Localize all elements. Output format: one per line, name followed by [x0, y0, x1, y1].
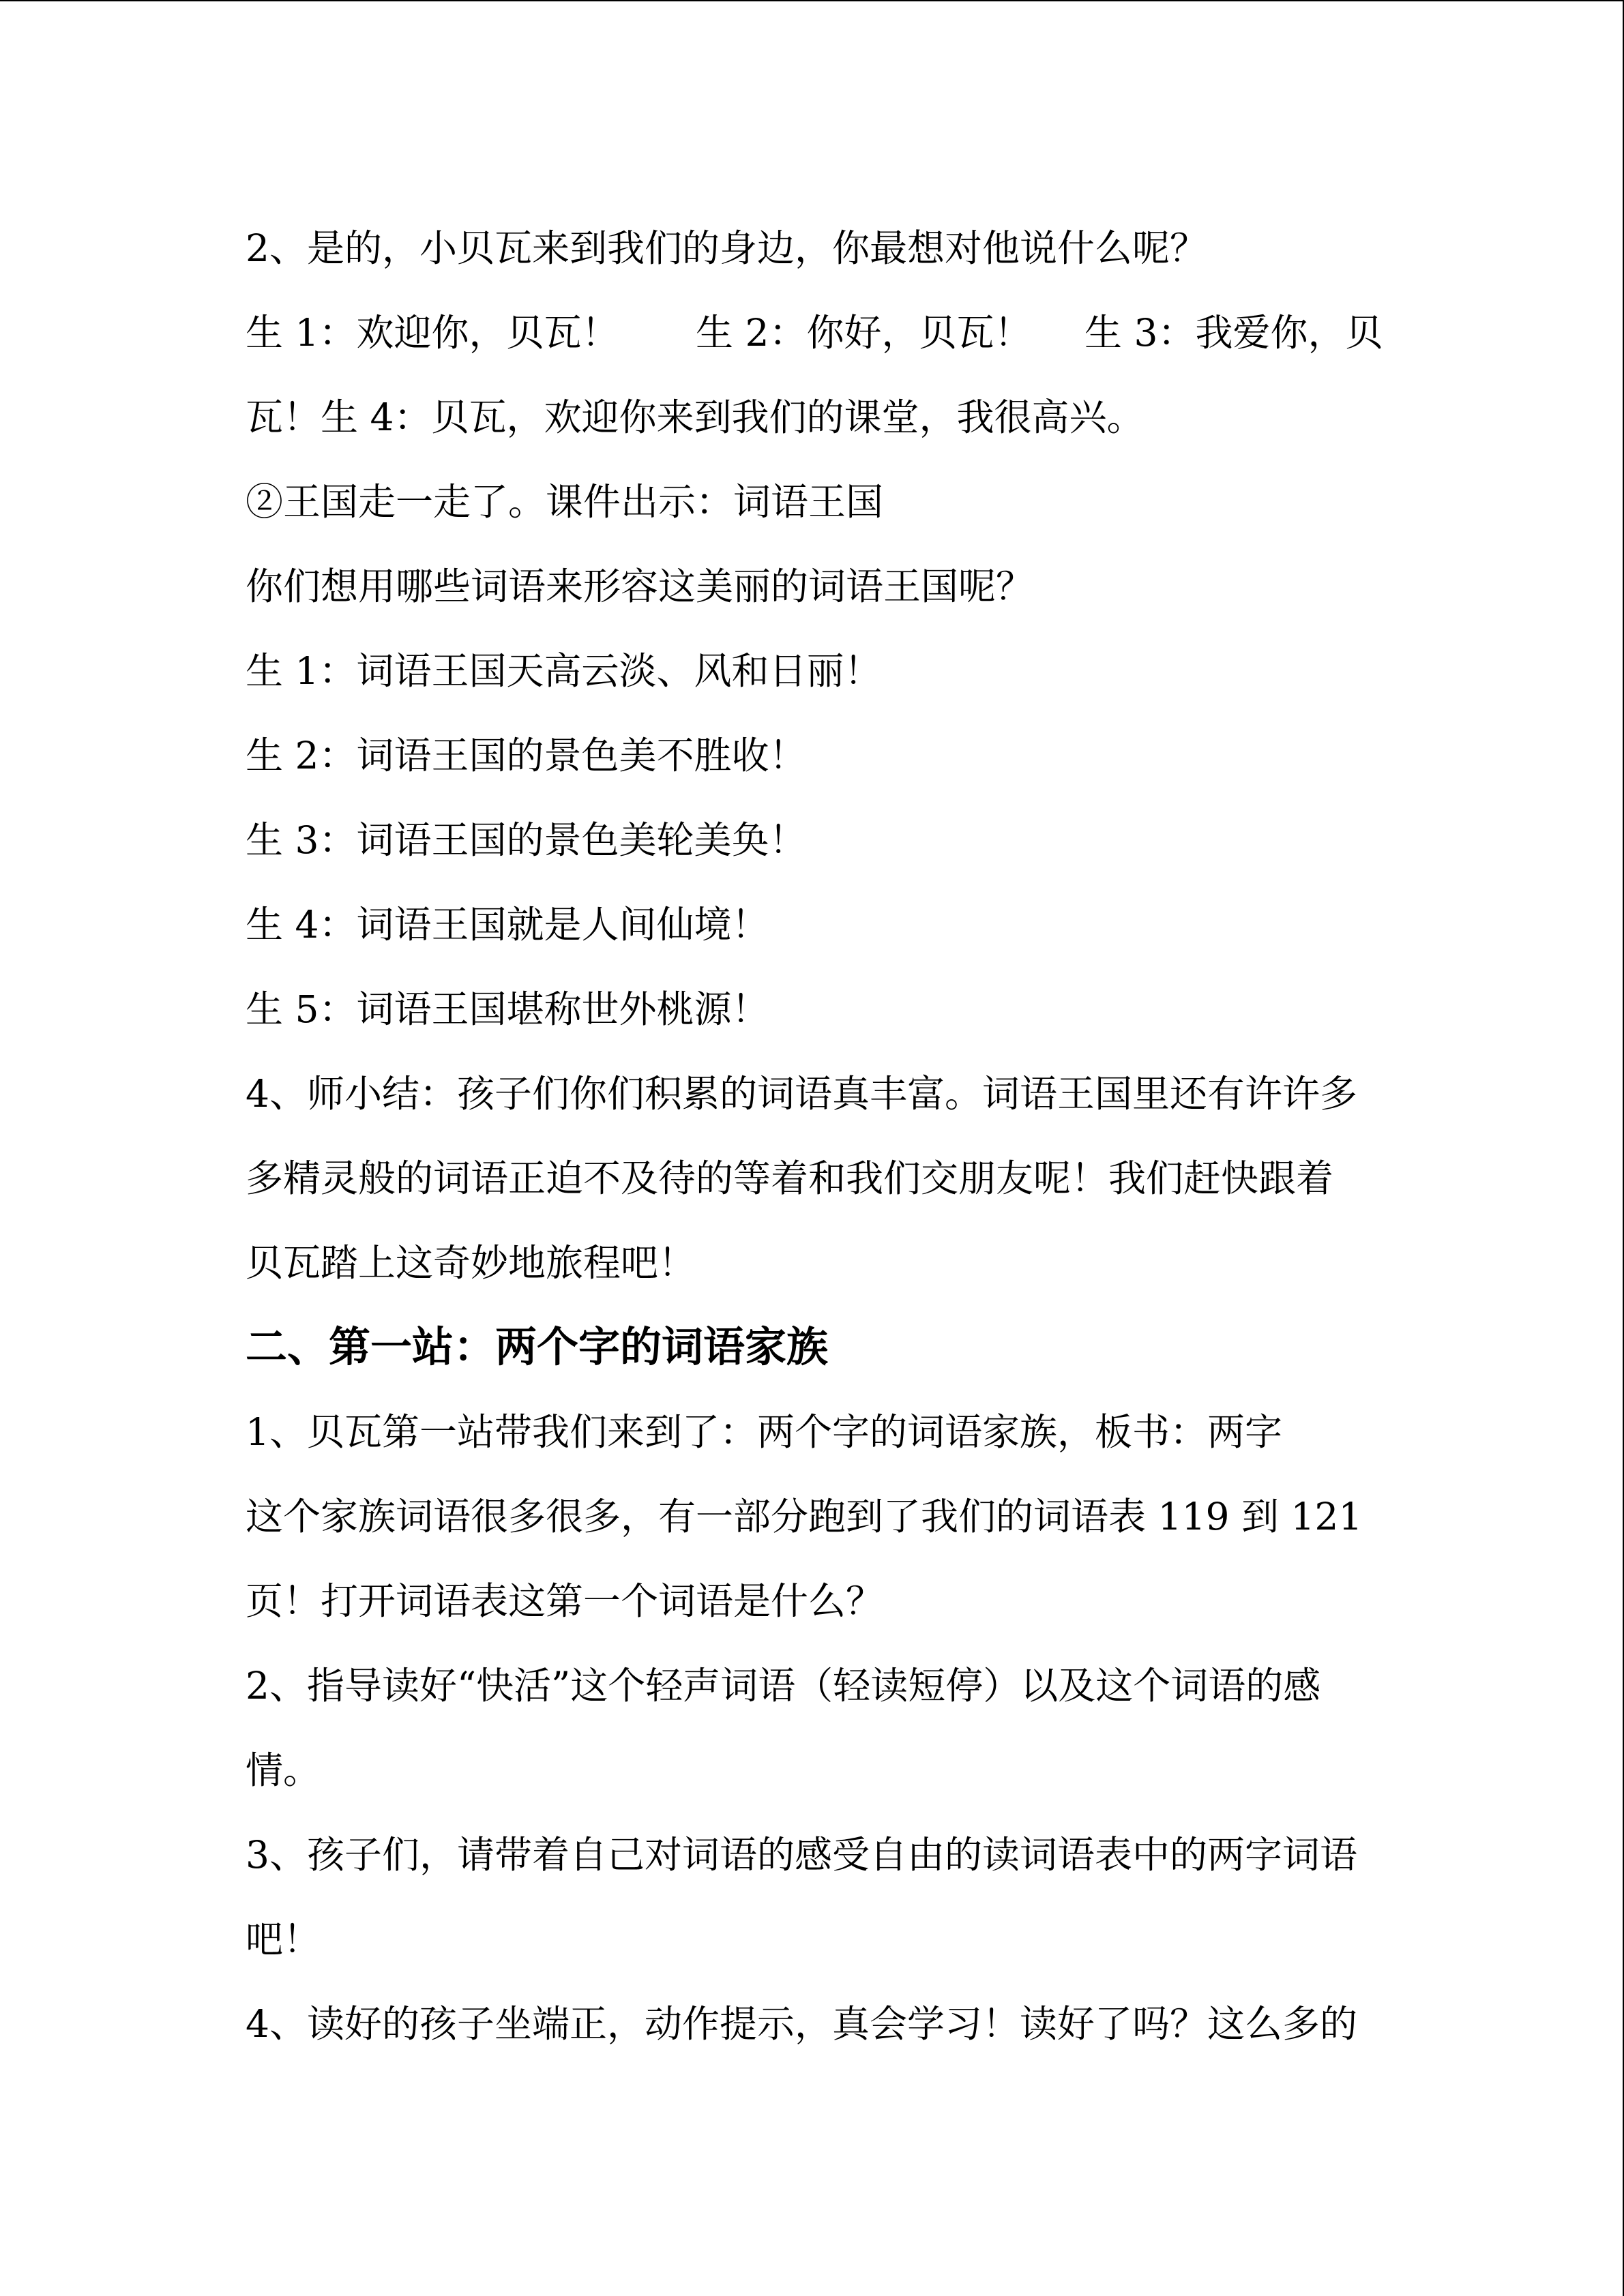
- paragraph-line: 瓦！生 4：贝瓦，欢迎你来到我们的课堂，我很高兴。: [246, 396, 1145, 439]
- paragraph-line: 贝瓦踏上这奇妙地旅程吧！: [246, 1241, 696, 1285]
- paragraph-line: 4、师小结：孩子们你们积累的词语真丰富。词语王国里还有许许多: [246, 1072, 1357, 1116]
- document-body: [246, 206, 1383, 2066]
- paragraph-line: 情。: [246, 1748, 321, 1792]
- student-response-2: 生 2：你好，贝瓦！: [696, 311, 1032, 355]
- paragraph-line: 吧！: [246, 1918, 321, 1961]
- paragraph-line: 生 1：词语王国天高云淡、风和日丽！: [246, 649, 882, 693]
- paragraph-line: 生 3：词语王国的景色美轮美奂！: [246, 818, 807, 862]
- paragraph-line: 页！打开词语表这第一个词语是什么？: [246, 1579, 884, 1623]
- paragraph-line: 2、指导读好“快活”这个轻声词语（轻读短停）以及这个词语的感: [246, 1664, 1321, 1708]
- paragraph-line: 2、是的，小贝瓦来到我们的身边，你最想对他说什么呢？: [246, 226, 1207, 270]
- paragraph-line: 多精灵般的词语正迫不及待的等着和我们交朋友呢！我们赶快跟着: [246, 1157, 1334, 1200]
- paragraph-line: 1、贝瓦第一站带我们来到了：两个字的词语家族，板书：两字: [246, 1410, 1282, 1454]
- student-response-1: 生 1：欢迎你，贝瓦！: [246, 311, 619, 355]
- paragraph-line: ②王国走一走了。课件出示：词语王国: [246, 480, 884, 524]
- student-responses-line: [246, 290, 1383, 375]
- paragraph-line: 3、孩子们，请带着自己对词语的感受自由的读词语表中的两字词语: [246, 1833, 1357, 1877]
- section-heading: 二、第一站：两个字的词语家族: [246, 1323, 829, 1371]
- paragraph-line: 生 5：词语王国堪称世外桃源！: [246, 987, 769, 1031]
- paragraph-line: 生 4：词语王国就是人间仙境！: [246, 903, 769, 946]
- paragraph-line: 生 2：词语王国的景色美不胜收！: [246, 734, 807, 777]
- student-response-3: 生 3：我爱你，贝: [1084, 311, 1383, 355]
- paragraph-line: 这个家族词语很多很多，有一部分跑到了我们的词语表 119 到 121: [246, 1495, 1363, 1538]
- paragraph-line: 你们想用哪些词语来形容这美丽的词语王国呢？: [246, 565, 1034, 608]
- paragraph-line: 4、读好的孩子坐端正，动作提示，真会学习！读好了吗？这么多的: [246, 2002, 1357, 2046]
